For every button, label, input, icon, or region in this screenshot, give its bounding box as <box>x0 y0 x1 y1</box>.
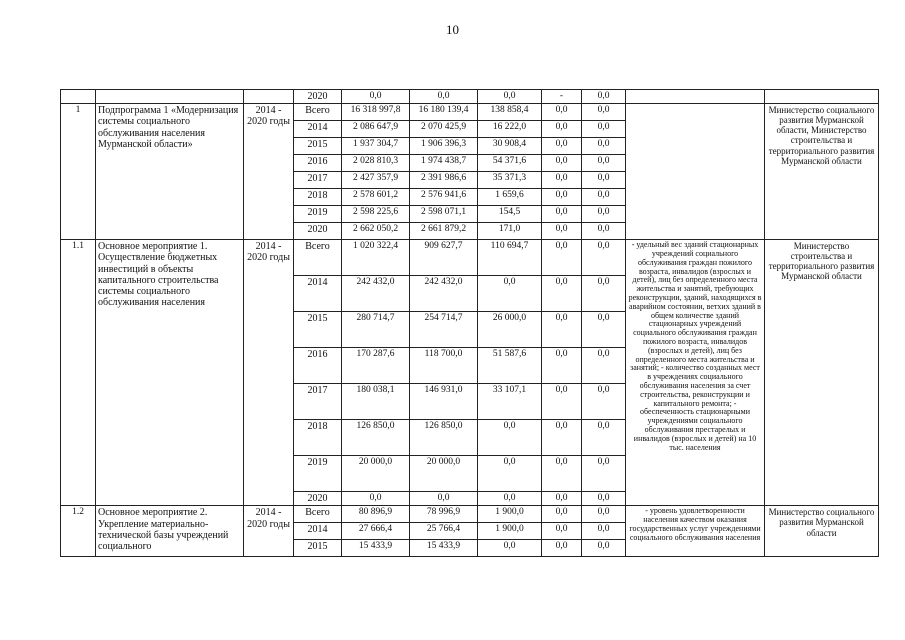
value-cell: 2 427 357,9 <box>342 172 410 189</box>
value-cell: 2 028 810,3 <box>342 155 410 172</box>
value-cell: 0,0 <box>478 90 542 104</box>
responsible-cell: Министерство социального развития Мурманской области <box>765 506 879 557</box>
activity-name: Подпрограмма 1 «Модернизация системы социального обслуживания населения Мурманской области» <box>96 104 244 240</box>
period-cell: 2014 - 2020 годы <box>244 104 294 240</box>
value-cell: 0,0 <box>582 312 626 348</box>
value-cell: 0,0 <box>582 138 626 155</box>
value-cell: 0,0 <box>478 456 542 492</box>
period-cell: 2014 - 2020 годы <box>244 240 294 506</box>
value-cell: 0,0 <box>582 276 626 312</box>
empty-cell <box>61 90 96 104</box>
value-cell: 0,0 <box>582 348 626 384</box>
empty-cell <box>765 90 879 104</box>
value-cell: 0,0 <box>582 121 626 138</box>
row-number: 1.1 <box>61 240 96 506</box>
value-cell: 54 371,6 <box>478 155 542 172</box>
value-cell: 0,0 <box>542 223 582 240</box>
value-cell: 2 576 941,6 <box>410 189 478 206</box>
value-cell: 242 432,0 <box>342 276 410 312</box>
empty-cell <box>96 90 244 104</box>
value-cell: 126 850,0 <box>342 420 410 456</box>
value-cell: 254 714,7 <box>410 312 478 348</box>
value-cell: 0,0 <box>582 104 626 121</box>
row-number: 1.2 <box>61 506 96 557</box>
value-cell: 0,0 <box>478 540 542 557</box>
value-cell: 0,0 <box>542 312 582 348</box>
value-cell: 0,0 <box>542 155 582 172</box>
activity-name: Основное мероприятие 2. Укрепление материально-технической базы учреждений социального <box>96 506 244 557</box>
results-cell: - уровень удовлетворенности населения качеством оказания государственных услуг учреждениями социального обслуживания населения <box>626 506 765 557</box>
value-cell: - <box>542 90 582 104</box>
value-cell: 51 587,6 <box>478 348 542 384</box>
value-cell: 0,0 <box>582 90 626 104</box>
year-cell: 2018 <box>294 189 342 206</box>
value-cell: 138 858,4 <box>478 104 542 121</box>
value-cell: 1 937 304,7 <box>342 138 410 155</box>
responsible-cell: Министерство строительства и территориального развития Мурманской области <box>765 240 879 506</box>
year-cell: 2019 <box>294 456 342 492</box>
value-cell: 0,0 <box>582 506 626 523</box>
value-cell: 0,0 <box>542 276 582 312</box>
value-cell: 126 850,0 <box>410 420 478 456</box>
year-cell: 2017 <box>294 172 342 189</box>
value-cell: 0,0 <box>410 492 478 506</box>
value-cell: 0,0 <box>542 456 582 492</box>
value-cell: 0,0 <box>582 206 626 223</box>
value-cell: 2 661 879,2 <box>410 223 478 240</box>
value-cell: 78 996,9 <box>410 506 478 523</box>
year-cell: 2014 <box>294 276 342 312</box>
value-cell: 2 598 071,1 <box>410 206 478 223</box>
value-cell: 280 714,7 <box>342 312 410 348</box>
empty-cell <box>626 90 765 104</box>
value-cell: 154,5 <box>478 206 542 223</box>
value-cell: 15 433,9 <box>410 540 478 557</box>
value-cell: 0,0 <box>582 189 626 206</box>
year-cell: 2015 <box>294 312 342 348</box>
value-cell: 2 598 225,6 <box>342 206 410 223</box>
value-cell: 0,0 <box>542 506 582 523</box>
results-cell: - удельный вес зданий стационарных учреждений социального обслуживания граждан пожилого возраста, инвалидов (взрослых и детей), лиц без определенного места жительства и занятий, требующих реконструкции, зданий, находящихся в аварийном состоянии, ветхих зданий в общем количестве зданий стационарных учреждений социального обслуживания граждан пожилого возраста, инвалидов (взрослых и детей), лиц без определенного места жительства и занятий; - количество созданных мест в учреждениях социального обслуживания населения за счет строительства, реконструкции и капитального ремонта; - обеспеченность стационарными учреждениями социального обслуживания престарелых и инвалидов (взрослых и детей) на 10 тыс. населения <box>626 240 765 506</box>
value-cell: 2 662 050,2 <box>342 223 410 240</box>
value-cell: 25 766,4 <box>410 523 478 540</box>
value-cell: 0,0 <box>582 456 626 492</box>
value-cell: 2 578 601,2 <box>342 189 410 206</box>
table-row <box>61 104 879 121</box>
value-cell: 0,0 <box>542 121 582 138</box>
year-cell: 2016 <box>294 155 342 172</box>
table-row <box>61 506 879 523</box>
value-cell: 0,0 <box>582 420 626 456</box>
value-cell: 110 694,7 <box>478 240 542 276</box>
value-cell: 909 627,7 <box>410 240 478 276</box>
value-cell: 35 371,3 <box>478 172 542 189</box>
year-cell: 2018 <box>294 420 342 456</box>
value-cell: 0,0 <box>342 492 410 506</box>
value-cell: 180 038,1 <box>342 384 410 420</box>
value-cell: 1 900,0 <box>478 523 542 540</box>
value-cell: 0,0 <box>478 276 542 312</box>
year-cell: 2017 <box>294 384 342 420</box>
value-cell: 0,0 <box>582 155 626 172</box>
value-cell: 0,0 <box>542 172 582 189</box>
value-cell: 16 318 997,8 <box>342 104 410 121</box>
value-cell: 16 180 139,4 <box>410 104 478 121</box>
results-cell <box>626 104 765 240</box>
value-cell: 0,0 <box>582 223 626 240</box>
value-cell: 2 086 647,9 <box>342 121 410 138</box>
value-cell: 20 000,0 <box>410 456 478 492</box>
value-cell: 30 908,4 <box>478 138 542 155</box>
empty-cell <box>244 90 294 104</box>
value-cell: 170 287,6 <box>342 348 410 384</box>
value-cell: 0,0 <box>582 540 626 557</box>
period-cell: 2014 - 2020 годы <box>244 506 294 557</box>
year-cell: 2014 <box>294 523 342 540</box>
value-cell: 0,0 <box>582 523 626 540</box>
year-cell: 2015 <box>294 540 342 557</box>
value-cell: 118 700,0 <box>410 348 478 384</box>
value-cell: 2 391 986,6 <box>410 172 478 189</box>
value-cell: 0,0 <box>582 492 626 506</box>
value-cell: 16 222,0 <box>478 121 542 138</box>
value-cell: 1 974 438,7 <box>410 155 478 172</box>
value-cell: 0,0 <box>410 90 478 104</box>
value-cell: 0,0 <box>542 523 582 540</box>
value-cell: 1 020 322,4 <box>342 240 410 276</box>
value-cell: 0,0 <box>342 90 410 104</box>
value-cell: 0,0 <box>542 420 582 456</box>
value-cell: 20 000,0 <box>342 456 410 492</box>
activity-name: Основное мероприятие 1. Осуществление бюджетных инвестиций в объекты капитального строительства системы социального обслуживания населения <box>96 240 244 506</box>
value-cell: 1 906 396,3 <box>410 138 478 155</box>
value-cell: 0,0 <box>542 540 582 557</box>
year-cell: 2016 <box>294 348 342 384</box>
value-cell: 0,0 <box>542 189 582 206</box>
value-cell: 80 896,9 <box>342 506 410 523</box>
value-cell: 0,0 <box>542 206 582 223</box>
value-cell: 1 900,0 <box>478 506 542 523</box>
value-cell: 26 000,0 <box>478 312 542 348</box>
year-cell: 2015 <box>294 138 342 155</box>
value-cell: 1 659,6 <box>478 189 542 206</box>
value-cell: 15 433,9 <box>342 540 410 557</box>
table-row <box>61 90 879 104</box>
value-cell: 146 931,0 <box>410 384 478 420</box>
year-cell: 2020 <box>294 90 342 104</box>
value-cell: 2 070 425,9 <box>410 121 478 138</box>
value-cell: 0,0 <box>542 104 582 121</box>
row-number: 1 <box>61 104 96 240</box>
table-row <box>61 240 879 276</box>
year-cell: 2014 <box>294 121 342 138</box>
value-cell: 27 666,4 <box>342 523 410 540</box>
year-cell: 2019 <box>294 206 342 223</box>
value-cell: 0,0 <box>542 138 582 155</box>
year-cell: 2020 <box>294 223 342 240</box>
value-cell: 0,0 <box>582 240 626 276</box>
value-cell: 0,0 <box>582 384 626 420</box>
year-cell: Всего <box>294 506 342 523</box>
value-cell: 171,0 <box>478 223 542 240</box>
page-number: 10 <box>446 22 459 37</box>
value-cell: 0,0 <box>542 240 582 276</box>
year-cell: 2020 <box>294 492 342 506</box>
value-cell: 0,0 <box>478 420 542 456</box>
value-cell: 0,0 <box>542 348 582 384</box>
value-cell: 242 432,0 <box>410 276 478 312</box>
value-cell: 0,0 <box>542 384 582 420</box>
value-cell: 0,0 <box>478 492 542 506</box>
year-cell: Всего <box>294 240 342 276</box>
responsible-cell: Министерство социального развития Мурманской области, Министерство строительства и территориального развития Мурманской области <box>765 104 879 240</box>
program-table <box>60 89 879 557</box>
year-cell: Всего <box>294 104 342 121</box>
value-cell: 0,0 <box>542 492 582 506</box>
value-cell: 33 107,1 <box>478 384 542 420</box>
value-cell: 0,0 <box>582 172 626 189</box>
